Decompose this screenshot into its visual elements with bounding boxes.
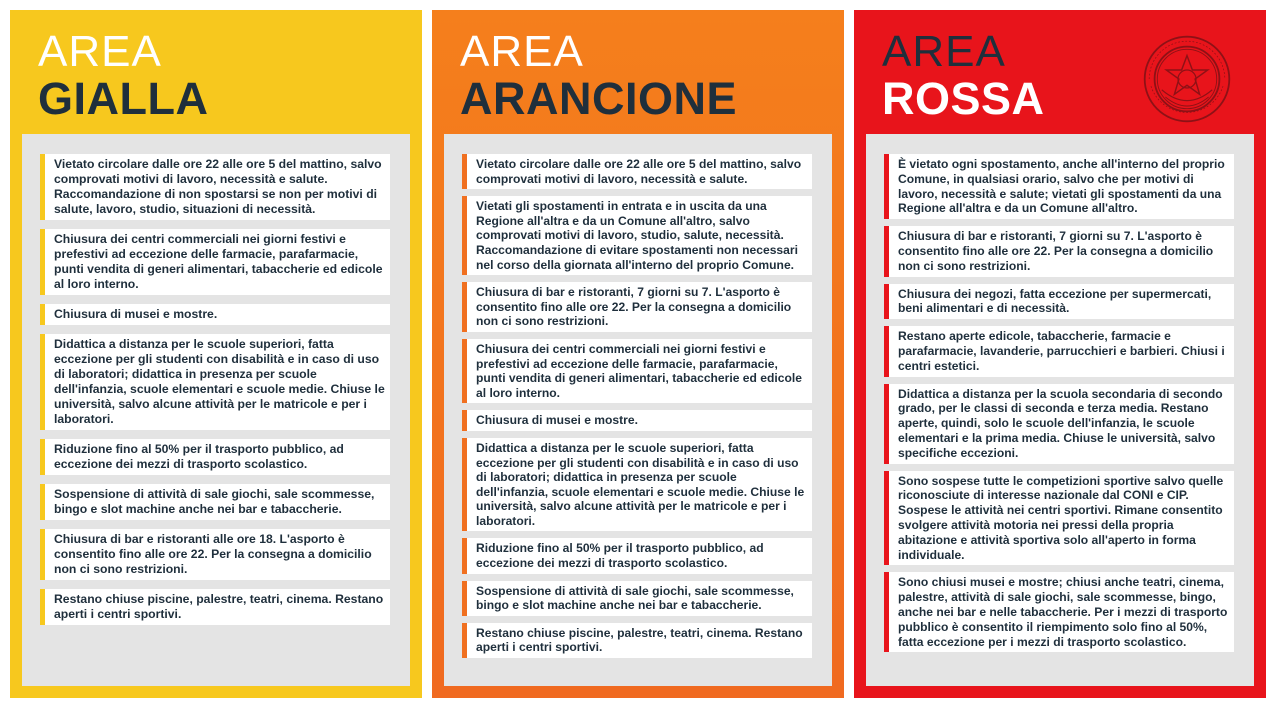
zone-gialla-rules <box>40 154 390 634</box>
zone-title-name: GIALLA <box>38 73 209 124</box>
rule-item: Chiusura dei negozi, fatta eccezione per supermercati, beni alimentari e di necessità. <box>884 284 1234 320</box>
zone-arancione-panel <box>444 134 832 686</box>
rule-item: Sono chiusi musei e mostre; chiusi anche teatri, cinema, palestre, attività di sale giochi, sale scommesse, bingo, anche nei bar e nelle tabaccherie. Per i mezzi di trasporto pubblico è consentito il riempimento solo fino al 50%, fatta eccezione per i mezzi di trasporto scolastico. <box>884 572 1234 652</box>
zone-title-area: AREA <box>38 27 162 76</box>
zone-title-name: ARANCIONE <box>460 73 738 124</box>
zone-rossa-title <box>882 27 1045 124</box>
rule-item: Didattica a distanza per le scuole superiori, fatta eccezione per gli studenti con disabilità e in caso di uso di laboratori; didattica in presenza per scuole dell'infanzia, scuole elementari e scuole medie. Chiuse le università, salvo alcune attività per le matricole e per i laboratori. <box>462 438 812 532</box>
rule-item: Restano chiuse piscine, palestre, teatri, cinema. Restano aperti i centri sportivi. <box>40 589 390 625</box>
rule-item: Didattica a distanza per la scuola secondaria di secondo grado, per le classi di seconda e terza media. Restano aperte, quindi, solo le scuole dell'infanzia, le scuole elementari e la prima media. Chiuse le università, salvo specifiche eccezioni. <box>884 384 1234 464</box>
rule-item: Riduzione fino al 50% per il trasporto pubblico, ad eccezione dei mezzi di trasporto scolastico. <box>462 538 812 573</box>
rule-item: Chiusura dei centri commerciali nei giorni festivi e prefestivi ad eccezione delle farmacie, parafarmacie, punti vendita di generi alimentari, tabaccherie ed edicole al loro interno. <box>462 339 812 403</box>
zone-gialla-column <box>10 10 422 698</box>
italian-republic-seal-icon <box>1142 34 1232 124</box>
zone-rossa-column <box>854 10 1266 698</box>
zone-arancione-column <box>432 10 844 698</box>
rule-item: Sospensione di attività di sale giochi, sale scommesse, bingo e slot machine anche nei bar e tabaccherie. <box>462 581 812 616</box>
rule-item: Sospensione di attività di sale giochi, sale scommesse, bingo e slot machine anche nei bar e tabaccherie. <box>40 484 390 520</box>
rule-item: Chiusura di musei e mostre. <box>40 304 390 325</box>
rule-item: Chiusura di bar e ristoranti, 7 giorni su 7. L'asporto è consentito fino alle ore 22. Per la consegna a domicilio non ci sono restrizioni. <box>884 226 1234 276</box>
zone-title-area: AREA <box>460 27 584 76</box>
zone-arancione-title <box>460 27 738 124</box>
zone-gialla-title <box>38 27 209 124</box>
zone-gialla-panel <box>22 134 410 686</box>
zone-rossa-panel <box>866 134 1254 686</box>
rule-item: Riduzione fino al 50% per il trasporto pubblico, ad eccezione dei mezzi di trasporto scolastico. <box>40 439 390 475</box>
rule-item: Restano chiuse piscine, palestre, teatri, cinema. Restano aperti i centri sportivi. <box>462 623 812 658</box>
zone-arancione-rules <box>462 154 812 665</box>
zone-title-name: ROSSA <box>882 73 1045 124</box>
rule-item: Vietato circolare dalle ore 22 alle ore 5 del mattino, salvo comprovati motivi di lavoro, necessità e salute. <box>462 154 812 189</box>
rule-item: Sono sospese tutte le competizioni sportive salvo quelle riconosciute di interesse nazionale dal CONI e CIP. Sospese le attività nei centri sportivi. Rimane consentito svolgere attività motoria nei pressi della propria abitazione e attività sportiva solo all'aperto in forma individuale. <box>884 471 1234 566</box>
rule-item: Chiusura dei centri commerciali nei giorni festivi e prefestivi ad eccezione delle farmacie, parafarmacie, punti vendita di generi alimentari, tabaccherie ed edicole al loro interno. <box>40 229 390 295</box>
rule-item: Vietati gli spostamenti in entrata e in uscita da una Regione all'altra e da un Comune all'altro, salvo comprovati motivi di lavoro, studio, salute, necessità. Raccomandazione di evitare spostamenti non necessari nel corso della giornata all'interno del proprio Comune. <box>462 196 812 275</box>
rule-item: Restano aperte edicole, tabaccherie, farmacie e parafarmacie, lavanderie, parrucchieri e barbieri. Chiusi i centri estetici. <box>884 326 1234 376</box>
zone-rossa-rules <box>884 154 1234 659</box>
rule-item: Vietato circolare dalle ore 22 alle ore 5 del mattino, salvo comprovati motivi di lavoro, necessità e salute. Raccomandazione di non spostarsi se non per motivi di salute, lavoro, studio, situazioni di necessità. <box>40 154 390 220</box>
zone-title-area: AREA <box>882 27 1006 76</box>
rule-item: Chiusura di musei e mostre. <box>462 410 812 431</box>
rule-item: È vietato ogni spostamento, anche all'interno del proprio Comune, in qualsiasi orario, salvo che per motivi di lavoro, necessità e salute; vietati gli spostamenti da una Regione all'altra e da un Comune all'altro. <box>884 154 1234 219</box>
rule-item: Chiusura di bar e ristoranti alle ore 18. L'asporto è consentito fino alle ore 22. Per la consegna a domicilio non ci sono restrizioni. <box>40 529 390 580</box>
rule-item: Didattica a distanza per le scuole superiori, fatta eccezione per gli studenti con disabilità e in caso di uso di laboratori; didattica in presenza per scuole dell'infanzia, scuole elementari e scuole medie. Chiuse le università, salvo alcune attività per le matricole e per i laboratori. <box>40 334 390 430</box>
rule-item: Chiusura di bar e ristoranti, 7 giorni su 7. L'asporto è consentito fino alle ore 22. Per la consegna a domicilio non ci sono restrizioni. <box>462 282 812 332</box>
